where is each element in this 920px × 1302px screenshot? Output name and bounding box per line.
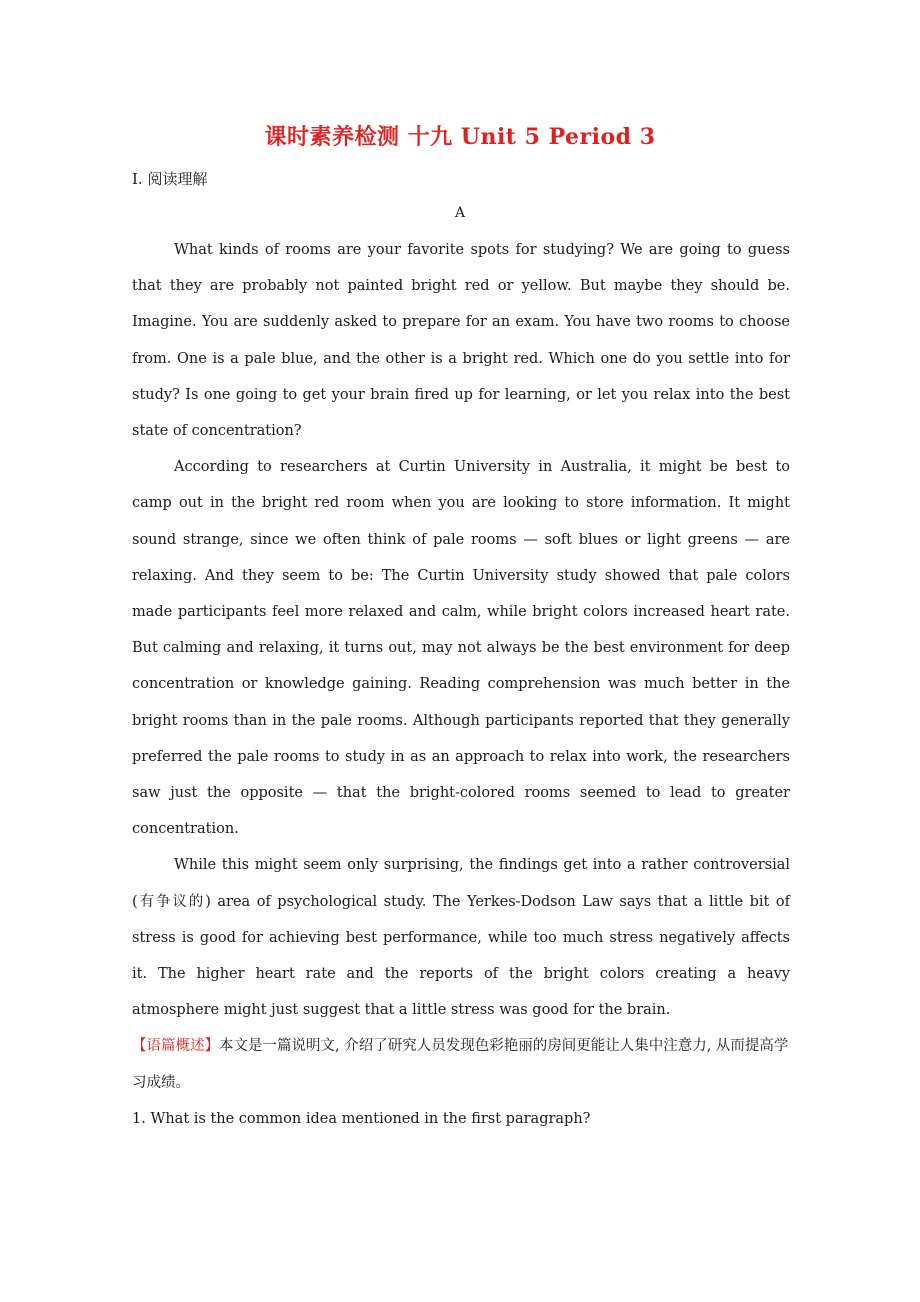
section-heading: Ⅰ. 阅读理解 [132,170,208,188]
question-1: 1. What is the common idea mentioned in the first paragraph? [132,1110,591,1127]
summary-text: 本文是一篇说明文, 介绍了研究人员发现色彩艳丽的房间更能让人集中注意力, 从而提高学习成绩。 [132,1038,789,1091]
summary [132,1028,790,1100]
passage-body [132,232,790,1137]
paragraph-1: What kinds of rooms are your favorite spots for studying? We are going to guess that they are probably not painted bright red or yellow. But maybe they should be. Imagine. You are suddenly asked to prepare for an exam. You have two rooms to choose from. One is a pale blue, and the other is a bright red. Which one do you settle into for study? Is one going to get your brain fired up for learning, or let you relax into the best state of concentration? [132,242,790,440]
paragraph-2: According to researchers at Curtin University in Australia, it might be best to camp out in the bright red room when you are looking to store information. It might sound strange, since we often think of pale rooms — soft blues or light greens — are relaxing. And they seem to be: The Curtin University study showed that pale colors made participants feel more relaxed and calm, while bright colors increased heart rate. But calming and relaxing, it turns out, may not always be the best environment for deep concentration or knowledge gaining. Reading comprehension was much better in the bright rooms than in the pale rooms. Although participants reported that they generally preferred the pale rooms to study in as an approach to relax into work, the researchers saw just the opposite — that the bright-colored rooms seemed to lead to greater concentration. [132,459,790,838]
passage-label: A [454,205,466,221]
summary-label: 【语篇概述】 [132,1038,219,1055]
page-title: 课时素养检测 十九 Unit 5 Period 3 [264,124,656,150]
paragraph-3: While this might seem only surprising, the findings get into a rather controversial (有争议的) area of psychological study. The Yerkes-Dodson Law says that a little bit of stress is good for achieving best performance, while too much stress negatively affects it. The higher heart rate and the reports of the bright colors creating a heavy atmosphere might just suggest that a little stress was good for the brain. [132,857,790,1019]
